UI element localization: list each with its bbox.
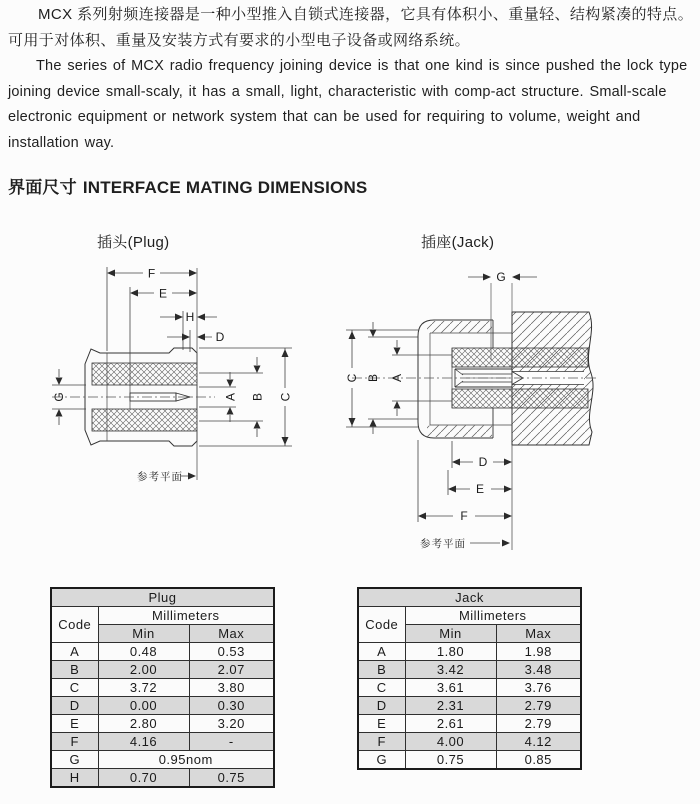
table-row (358, 643, 581, 661)
plug-code-d: D (51, 697, 98, 715)
jack-dim-label-b: B (366, 373, 380, 383)
jack-max-a: 1.98 (496, 643, 581, 661)
jack-dim-label-g: G (496, 270, 506, 284)
jack-code-b: B (358, 661, 405, 679)
table-row (51, 733, 274, 751)
jack-dim-label-e: E (475, 482, 485, 496)
section-heading-cn: 界面尺寸 (8, 178, 77, 197)
jack-panel-dielectric-lower (512, 389, 588, 408)
jack-max-e: 2.79 (496, 715, 581, 733)
plug-dim-label-h: H (185, 310, 195, 324)
table-row (51, 769, 274, 788)
jack-table-unit-row (358, 607, 581, 625)
jack-panel-dielectric-upper (512, 348, 588, 367)
section-heading (8, 173, 367, 198)
jack-max-g: 0.85 (496, 751, 581, 770)
plug-min-h: 0.70 (98, 769, 189, 788)
plug-dim-label-d: D (215, 330, 225, 344)
plug-dielectric-lower (92, 409, 197, 431)
table-row (358, 715, 581, 733)
plug-max-e: 3.20 (189, 715, 274, 733)
jack-col-header-unit: Millimeters (405, 607, 581, 625)
jack-code-g: G (358, 751, 405, 770)
plug-dim-label-b: B (250, 392, 265, 402)
table-row (51, 715, 274, 733)
jack-code-c: C (358, 679, 405, 697)
jack-min-a: 1.80 (405, 643, 496, 661)
plug-table-unit-row (51, 607, 274, 625)
jack-dim-label-c: C (345, 373, 359, 383)
plug-dim-label-g: G (52, 392, 66, 402)
jack-dim-label-f: F (460, 509, 468, 523)
jack-drawing (335, 252, 655, 562)
plug-min-c: 3.72 (98, 679, 189, 697)
table-row (51, 679, 274, 697)
intro-paragraph-cn: MCX 系列射频连接器是一种小型推入自锁式连接器，它具有体积小、重量轻、结构紧凑的特点。可用于对体积、重量及安装方式有要求的小型电子设备或网络系统。 (8, 6, 694, 49)
jack-table-container (357, 587, 582, 770)
plug-dim-label-c: C (278, 392, 293, 402)
jack-code-a: A (358, 643, 405, 661)
jack-table-title-row (358, 588, 581, 607)
table-row (358, 751, 581, 770)
jack-dim-label-a: A (390, 373, 404, 383)
jack-shell-outline (418, 320, 493, 438)
plug-code-f: F (51, 733, 98, 751)
plug-dim-label-e: E (158, 286, 168, 301)
plug-min-b: 2.00 (98, 661, 189, 679)
jack-code-f: F (358, 733, 405, 751)
plug-col-header-unit: Millimeters (98, 607, 274, 625)
plug-code-g: G (51, 751, 98, 769)
jack-min-f: 4.00 (405, 733, 496, 751)
jack-table (357, 587, 582, 770)
plug-col-header-code: Code (51, 607, 98, 643)
jack-col-header-min: Min (405, 625, 496, 643)
plug-reference-plane-label: 参考平面 (137, 471, 183, 483)
jack-dim-label-d: D (478, 455, 488, 469)
jack-min-c: 3.61 (405, 679, 496, 697)
plug-table-container (50, 587, 275, 788)
jack-min-e: 2.61 (405, 715, 496, 733)
plug-code-b: B (51, 661, 98, 679)
plug-code-h: H (51, 769, 98, 788)
table-row (51, 751, 274, 769)
jack-min-b: 3.42 (405, 661, 496, 679)
plug-dim-label-f: F (147, 266, 156, 281)
jack-reference-plane-label: 参考平面 (420, 538, 466, 550)
jack-dielectric-lower (452, 389, 512, 408)
jack-col-header-code: Code (358, 607, 405, 643)
plug-max-d: 0.30 (189, 697, 274, 715)
plug-col-header-min: Min (98, 625, 189, 643)
jack-drawing-label: 插座(Jack) (421, 234, 495, 251)
plug-max-c: 3.80 (189, 679, 274, 697)
jack-max-f: 4.12 (496, 733, 581, 751)
table-row (358, 733, 581, 751)
jack-table-title: Jack (358, 588, 581, 607)
table-row (358, 697, 581, 715)
plug-max-a: 0.53 (189, 643, 274, 661)
plug-min-e: 2.80 (98, 715, 189, 733)
jack-max-b: 3.48 (496, 661, 581, 679)
jack-code-e: E (358, 715, 405, 733)
plug-max-h: 0.75 (189, 769, 274, 788)
plug-max-b: 2.07 (189, 661, 274, 679)
plug-drawing-label: 插头(Plug) (97, 234, 170, 251)
plug-code-e: E (51, 715, 98, 733)
plug-code-a: A (51, 643, 98, 661)
plug-min-f: 4.16 (98, 733, 189, 751)
intro-paragraph-en: The series of MCX radio frequency joining device is that one kind is since pushed the lock type joining device small-scaly, it has a small, light, characteristic with comp-act structure. Small-scale electronic equipment or network system that can be used for requiring to volume, weight and installation way. (8, 58, 688, 151)
plug-col-header-max: Max (189, 625, 274, 643)
table-row (358, 679, 581, 697)
table-row (358, 661, 581, 679)
plug-dielectric-upper (92, 363, 197, 385)
table-row (51, 643, 274, 661)
plug-min-a: 0.48 (98, 643, 189, 661)
jack-code-d: D (358, 697, 405, 715)
jack-min-g: 0.75 (405, 751, 496, 770)
plug-table-title-row (51, 588, 274, 607)
plug-value-g: 0.95nom (98, 751, 274, 769)
plug-max-f: - (189, 733, 274, 751)
jack-max-d: 2.79 (496, 697, 581, 715)
jack-max-c: 3.76 (496, 679, 581, 697)
jack-min-d: 2.31 (405, 697, 496, 715)
plug-table-title: Plug (51, 588, 274, 607)
section-heading-en: INTERFACE MATING DIMENSIONS (82, 178, 368, 197)
plug-min-d: 0.00 (98, 697, 189, 715)
jack-col-header-max: Max (496, 625, 581, 643)
plug-dim-label-a: A (223, 392, 238, 402)
jack-dielectric-upper (452, 348, 512, 367)
table-row (51, 661, 274, 679)
plug-code-c: C (51, 679, 98, 697)
plug-table (50, 587, 275, 788)
plug-drawing (40, 252, 330, 502)
table-row (51, 697, 274, 715)
